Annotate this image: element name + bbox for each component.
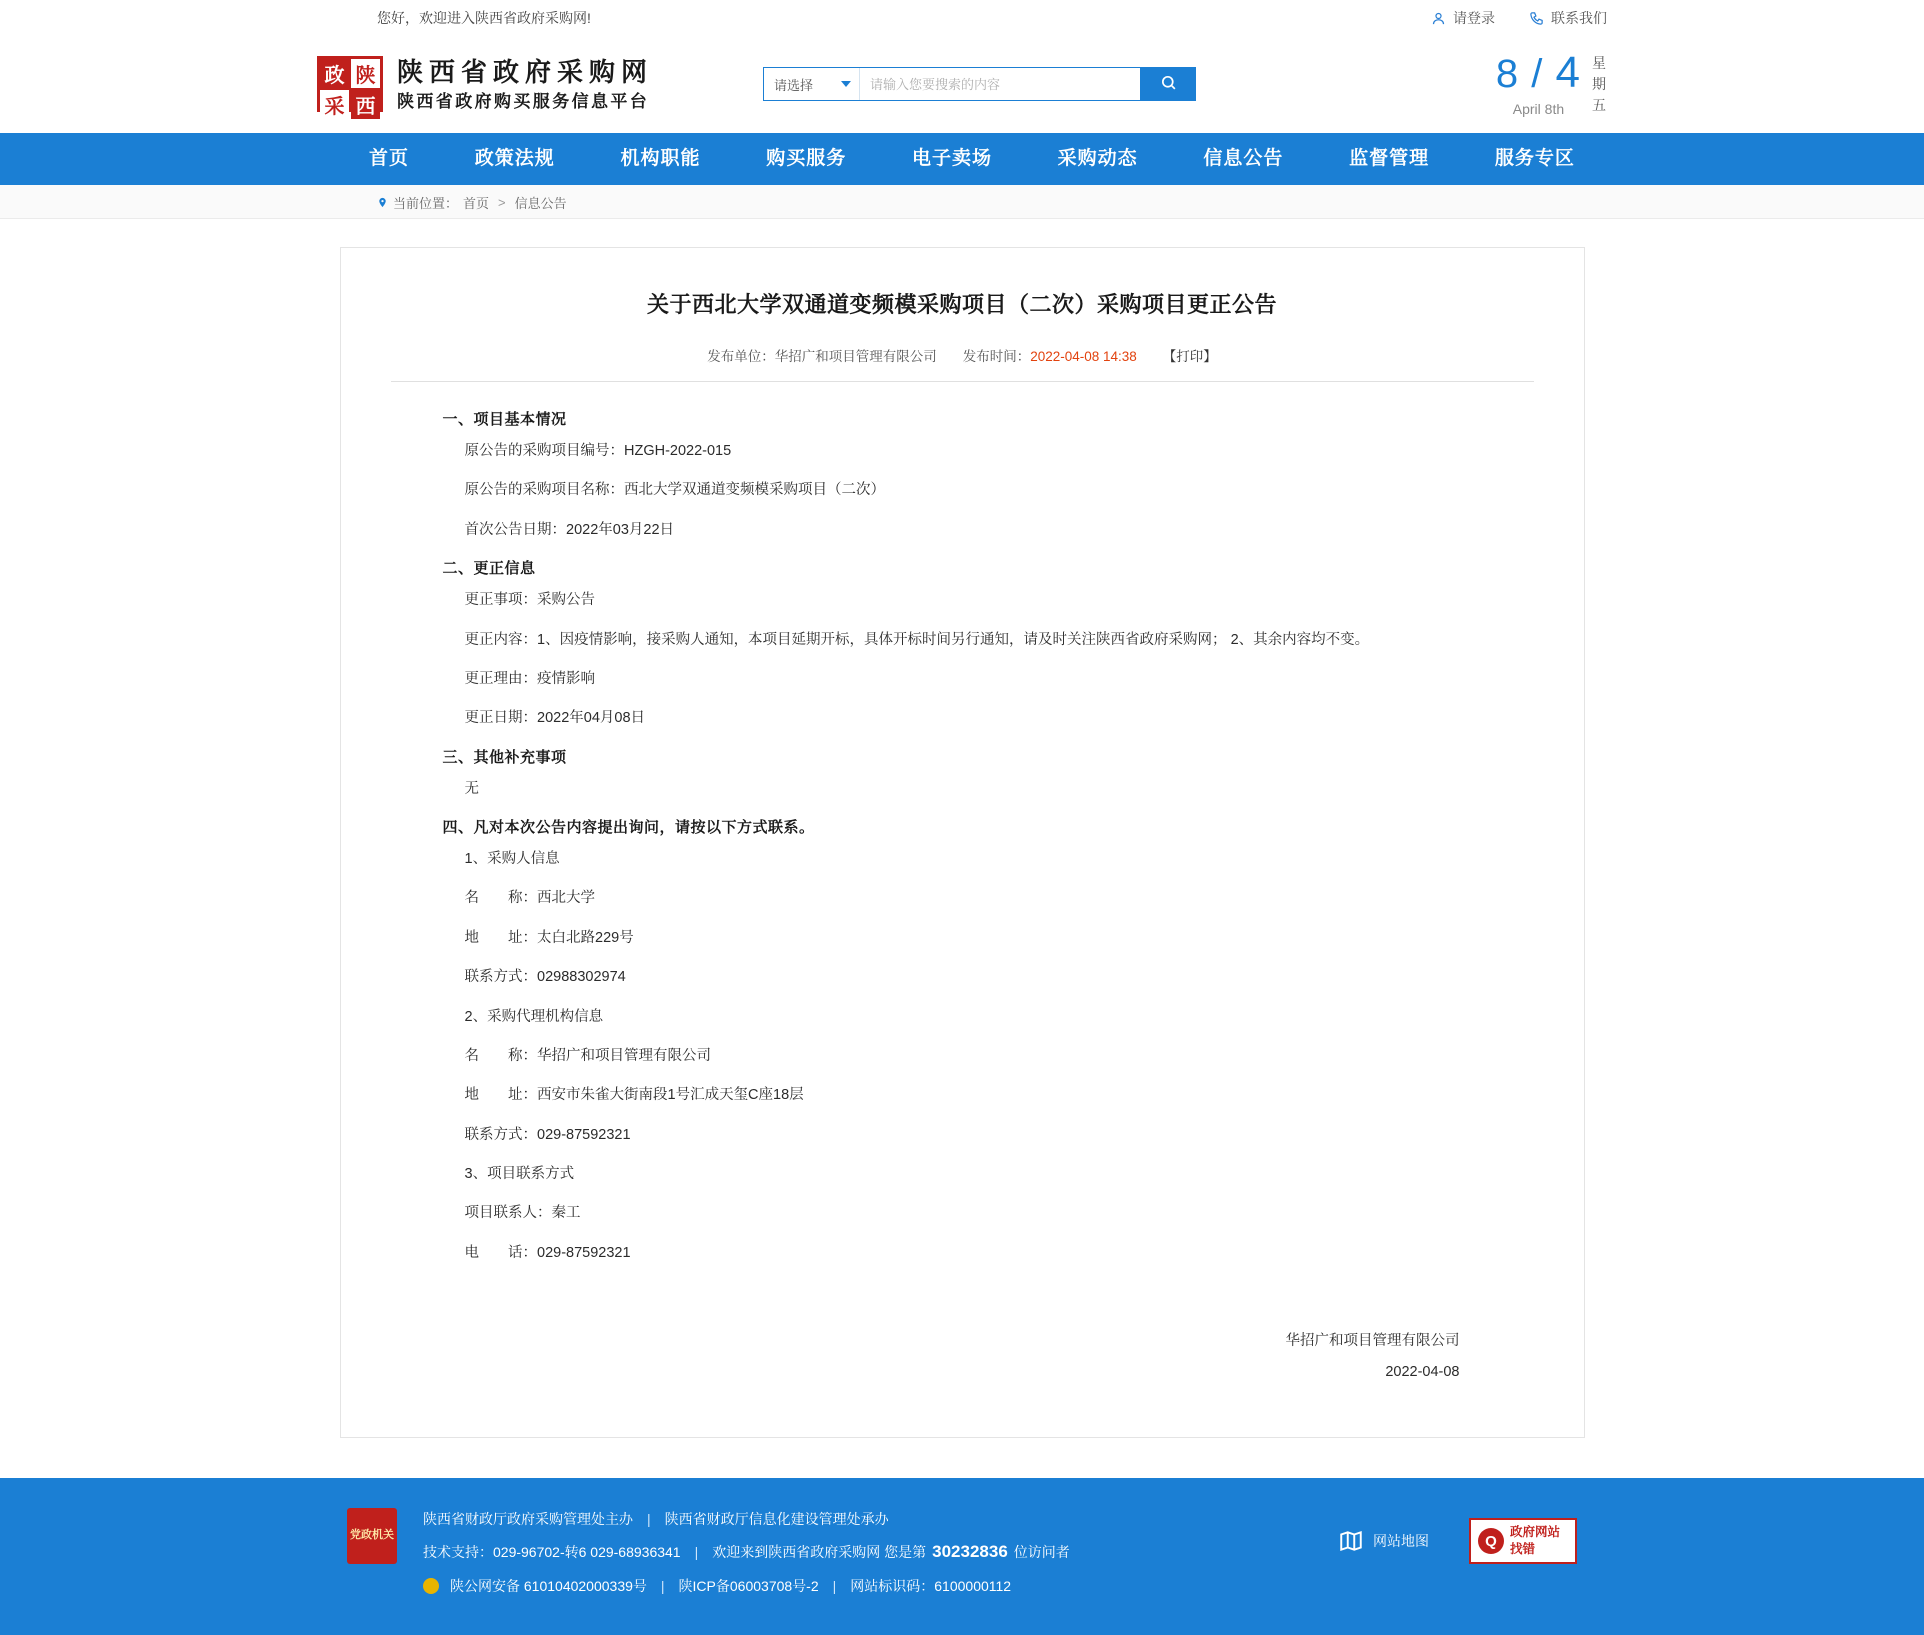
- gov-site-error-report-badge[interactable]: [1469, 1518, 1577, 1564]
- footer-visit-tail: 位访问者: [1013, 1544, 1070, 1561]
- breadcrumb-separator: >: [498, 194, 506, 210]
- breadcrumb-item-current[interactable]: 信息公告: [514, 195, 567, 211]
- page-title: 关于西北大学双通道变频模采购项目（二次）采购项目更正公告: [646, 292, 1277, 317]
- search-bar: [763, 67, 1196, 101]
- publisher-group: [707, 345, 937, 365]
- publish-time-value: 2022-04-08 14:38: [1030, 349, 1137, 364]
- footer-line-support: [423, 1534, 1070, 1571]
- login-label: 请登录: [1453, 10, 1495, 26]
- nav-item-services[interactable]: 购买服务: [766, 148, 847, 169]
- search-category-select[interactable]: [764, 68, 860, 100]
- welcome-text: 您好，欢迎进入陕西省政府采购网!: [377, 10, 591, 26]
- breadcrumb-prefix: 当前位置：: [393, 195, 459, 211]
- site-name: 陕西省政府采购网: [397, 57, 654, 88]
- nav-item-home[interactable]: 首页: [369, 148, 410, 169]
- section-4-line-9: 3、项目联系方式: [464, 1166, 575, 1182]
- publisher-value: 华招广和项目管理有限公司: [774, 349, 937, 364]
- nav-item-supervision[interactable]: 监督管理: [1349, 148, 1430, 169]
- logo-char-1: 陕: [351, 59, 380, 88]
- date-english: April 8th: [1512, 101, 1565, 118]
- footer-operator: 陕西省财政厅信息化建设管理处承办: [664, 1511, 889, 1527]
- breadcrumb-bar: [0, 185, 1924, 219]
- site-subtitle: 陕西省政府购买服务信息平台: [397, 92, 650, 112]
- logo-mark-icon: [317, 56, 383, 119]
- section-3-line-1: 无: [464, 780, 479, 797]
- contact-link[interactable]: [1529, 8, 1607, 28]
- content-area: [0, 219, 1924, 1478]
- footer-sep-2: |: [694, 1544, 699, 1561]
- document-body: [391, 382, 1534, 1387]
- section-heading-3: 三、其他补充事项: [442, 748, 567, 766]
- site-id: 网站标识码：6100000112: [850, 1577, 1012, 1594]
- section-4-line-5: 2、采购代理机构信息: [464, 1008, 604, 1025]
- section-4-line-6: 名 称：华招广和项目管理有限公司: [464, 1047, 711, 1064]
- weekday-value: 五: [1592, 96, 1606, 113]
- logo-char-3: 西: [351, 90, 380, 119]
- publish-time-label: 发布时间：: [962, 349, 1031, 364]
- sitemap-label: 网站地图: [1373, 1533, 1429, 1549]
- weekday-label: 星期: [1592, 54, 1606, 92]
- map-icon: [1338, 1528, 1364, 1554]
- footer-line-records: [423, 1571, 1070, 1601]
- nav-item-functions[interactable]: 机构职能: [620, 148, 701, 169]
- gov-badge-line1: 政府网站: [1510, 1525, 1561, 1540]
- icp-record[interactable]: 陕ICP备06003708号-2: [678, 1577, 819, 1594]
- location-pin-icon: [377, 196, 388, 209]
- document-meta: [391, 345, 1534, 382]
- police-badge-icon: [423, 1578, 439, 1594]
- publisher-label: 发布单位：: [707, 349, 775, 364]
- section-2-line-2: 更正内容：1、因疫情影响，接采购人通知，本项目延期开标，具体开标时间另行通知，请及时关注陕西省政府采购网； 2、其余内容均不变。: [464, 631, 1370, 648]
- search-category-value: 请选择: [774, 77, 814, 93]
- chevron-down-icon: [841, 81, 851, 87]
- date-day: 4: [1555, 48, 1581, 98]
- signature-date: 2022-04-08: [1385, 1363, 1460, 1380]
- publish-time-group: [963, 345, 1137, 365]
- nav-item-announcements[interactable]: 信息公告: [1203, 148, 1284, 169]
- section-2-line-1: 更正事项：采购公告: [464, 592, 595, 609]
- nav-item-policy[interactable]: 政策法规: [474, 148, 555, 169]
- signature-org: 华招广和项目管理有限公司: [1285, 1333, 1460, 1350]
- main-nav: [0, 133, 1924, 185]
- footer-sep-1: |: [647, 1511, 651, 1527]
- section-4-line-8: 联系方式：029-87592321: [464, 1126, 631, 1143]
- search-button[interactable]: [1140, 67, 1196, 101]
- nav-item-emarket[interactable]: 电子卖场: [911, 148, 992, 169]
- login-link[interactable]: [1431, 8, 1495, 28]
- section-4-line-7: 地 址：西安市朱雀大街南段1号汇成天玺C座18层: [464, 1087, 804, 1104]
- nav-item-news[interactable]: 采购动态: [1057, 148, 1138, 169]
- section-4-line-4: 联系方式：02988302974: [464, 969, 626, 986]
- section-4-line-2: 名 称：西北大学: [464, 890, 595, 907]
- site-header: [0, 36, 1924, 133]
- document-signature: [425, 1326, 1500, 1387]
- breadcrumb-item-home[interactable]: 首页: [463, 195, 490, 211]
- magnifier-icon: Q: [1478, 1528, 1504, 1554]
- site-logo[interactable]: [317, 55, 654, 119]
- top-utility-bar: [0, 0, 1924, 36]
- footer-tech-support: 技术支持：029-96702-转6 029-68936341: [423, 1544, 681, 1561]
- search-input[interactable]: [860, 68, 1140, 100]
- logo-char-2: 采: [320, 90, 349, 119]
- print-button[interactable]: 【打印】: [1162, 349, 1217, 364]
- section-heading-4: 四、凡对本次公告内容提出询问，请按以下方式联系。: [442, 819, 815, 836]
- section-2-line-4: 更正日期：2022年04月08日: [464, 710, 646, 727]
- section-heading-1: 一、项目基本情况: [442, 411, 567, 428]
- nav-item-zone[interactable]: 服务专区: [1494, 148, 1575, 169]
- sitemap-link[interactable]: [1338, 1528, 1429, 1554]
- section-2-line-3: 更正理由：疫情影响: [464, 670, 595, 687]
- logo-char-0: 政: [320, 59, 349, 88]
- section-1-line-2: 原公告的采购项目名称：西北大学双通道变频模采购项目（二次）: [464, 482, 885, 499]
- date-separator: /: [1531, 52, 1544, 97]
- section-4-line-11: 电 话：029-87592321: [464, 1244, 631, 1261]
- breadcrumb: [317, 185, 1607, 219]
- section-4-line-3: 地 址：太白北路229号: [464, 929, 634, 946]
- gov-badge-line2: 找错: [1510, 1542, 1536, 1556]
- user-icon: [1431, 11, 1446, 26]
- search-icon: [1160, 74, 1177, 94]
- footer-host: 陕西省财政厅政府采购管理处主办: [423, 1511, 633, 1527]
- announcement-card: [340, 247, 1585, 1438]
- police-record[interactable]: 陕公网安备 61010402000339号: [450, 1577, 647, 1594]
- footer-visit-welcome: 欢迎来到陕西省政府采购网 您是第: [712, 1544, 927, 1561]
- section-1-line-3: 首次公告日期：2022年03月22日: [464, 521, 675, 538]
- section-heading-2: 二、更正信息: [442, 560, 536, 578]
- contact-label: 联系我们: [1551, 10, 1607, 26]
- phone-icon: [1529, 11, 1544, 26]
- section-4-line-1: 1、采购人信息: [464, 851, 560, 867]
- site-footer: [0, 1478, 1924, 1635]
- footer-line-organizers: [423, 1504, 1070, 1534]
- date-month: 8: [1495, 52, 1520, 97]
- visitor-count: 30232836: [932, 1542, 1008, 1562]
- date-widget: [1495, 48, 1607, 118]
- footer-sep-4: |: [832, 1577, 837, 1594]
- section-1-line-1: 原公告的采购项目编号：HZGH-2022-015: [464, 443, 732, 459]
- footer-sep-3: |: [660, 1577, 665, 1594]
- section-4-line-10: 项目联系人：秦工: [464, 1205, 581, 1222]
- government-emblem-icon: 党政机关: [347, 1508, 397, 1564]
